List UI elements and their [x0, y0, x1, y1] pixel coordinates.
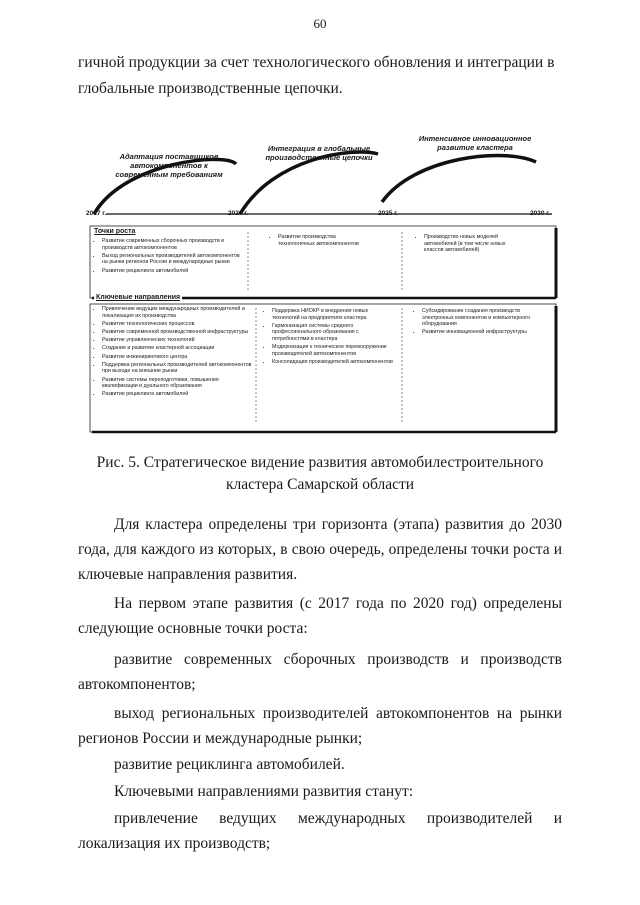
list-item: • Развитие управленческих технологий [102, 337, 254, 344]
list-item: • Поддержка НИОКР в внедрения новых технологий на предприятиях кластера [272, 308, 394, 321]
key-directions-col-3 [414, 308, 548, 338]
year-label-2030: 2030 г. [530, 210, 551, 217]
list-item: • Модернизация к техническое перевооружение производителей автокомпонентов [272, 344, 394, 357]
list-item: • Создание и развитие кластерной ассоциации [102, 345, 254, 352]
list-item: • Развитие современной производственной инфраструктуры [102, 329, 254, 336]
year-label-2025: 2025 г. [378, 210, 399, 217]
growth-points-title: Точки роста [94, 228, 136, 235]
list-item: • Гармонизация системы среднего профессионального образования с потребностями в кластера [272, 323, 394, 343]
page-number: 60 [313, 16, 327, 31]
list-item: • Субсидирование создания производств электронных компонентов и компьютерного оборудования [422, 308, 548, 328]
key-directions-title: Ключевые направления [96, 294, 181, 301]
list-item: • Развитие производства технологичных автокомпонентов [278, 234, 370, 247]
stage-title-1: Адаптация поставщиков автокомпонентов к современным требованиям [115, 152, 223, 179]
list-item: • Развитие современных сборочных производств и производств автокомпонентов [102, 238, 244, 251]
year-label-2017: 2017 г. [86, 210, 107, 217]
list-item: • Консолидация производителей автокомпонентов [272, 359, 394, 366]
paragraph-1: Для кластера определены три горизонта (этапа) развития до 2030 года, для каждого из которых, в свою очередь, определены точки роста и ключевые направления развития. [78, 516, 562, 583]
list-item: • Развитие технологических процессов [102, 321, 254, 328]
list-item: • Развитие системы переподготовки, повышения квалификации и дуального образования [102, 377, 254, 390]
paragraph-4: выход региональных производителей автокомпонентов на рынки регионов России и международные рынки; [78, 705, 562, 747]
stage-title-3: Интенсивное инновационное развитие кластера [418, 134, 532, 152]
intro-line-1: гичной продукции за счет технологического обновления и интеграции в [78, 54, 555, 71]
list-item: • Привлечение ведущих международных производителей и локализация их производства [102, 306, 254, 319]
stage-title-2: Интеграция в глобальные производственные цепочки [265, 144, 373, 162]
growth-points-col-3 [416, 234, 520, 255]
key-directions-col-2 [264, 308, 394, 367]
paragraph-3: развитие современных сборочных производств и производств автокомпонентов; [78, 651, 562, 693]
stage-arc-3 [382, 155, 536, 202]
strategy-figure [84, 122, 564, 444]
list-item: • Поддержка региональных производителей автокомпонентов при выходе на внешние рынки [102, 362, 254, 375]
key-directions-col-1 [94, 306, 254, 399]
caption-line-2: кластера Самарской области [225, 476, 415, 493]
paragraph-7: привлечение ведущих международных производителей и локализация их производств; [78, 810, 562, 852]
paragraph-2: На первом этапе развития (с 2017 года по 2020 год) определены следующие основные точки роста: [78, 595, 562, 637]
intro-line-2: глобальные производственные цепочки. [78, 80, 343, 97]
growth-points-col-1 [94, 238, 244, 276]
figure-caption [60, 452, 580, 496]
list-item: • Развитие инжинирингового центра [102, 354, 254, 361]
paragraph-5: развитие рециклинга автомобилей. [114, 756, 345, 773]
paragraph-6: Ключевыми направлениями развития станут: [114, 783, 414, 800]
list-item: • Выход региональных производителей автокомпонентов на рынки регионов России и международные рынки [102, 253, 244, 266]
caption-line-1: Рис. 5. Стратегическое видение развития автомобилестроительного [96, 454, 544, 471]
list-item: • Производство новых моделей автомобилей (в том числе новых классов автомобилей) [424, 234, 520, 254]
list-item: • Развитие рециклинга автомобилей [102, 391, 254, 398]
year-label-2020: 2020 г. [228, 210, 249, 217]
growth-points-col-2 [270, 234, 370, 249]
list-item: • Развитие рециклинга автомобилей [102, 268, 244, 275]
list-item: • Развитие инновационной инфраструктуры [422, 329, 548, 336]
